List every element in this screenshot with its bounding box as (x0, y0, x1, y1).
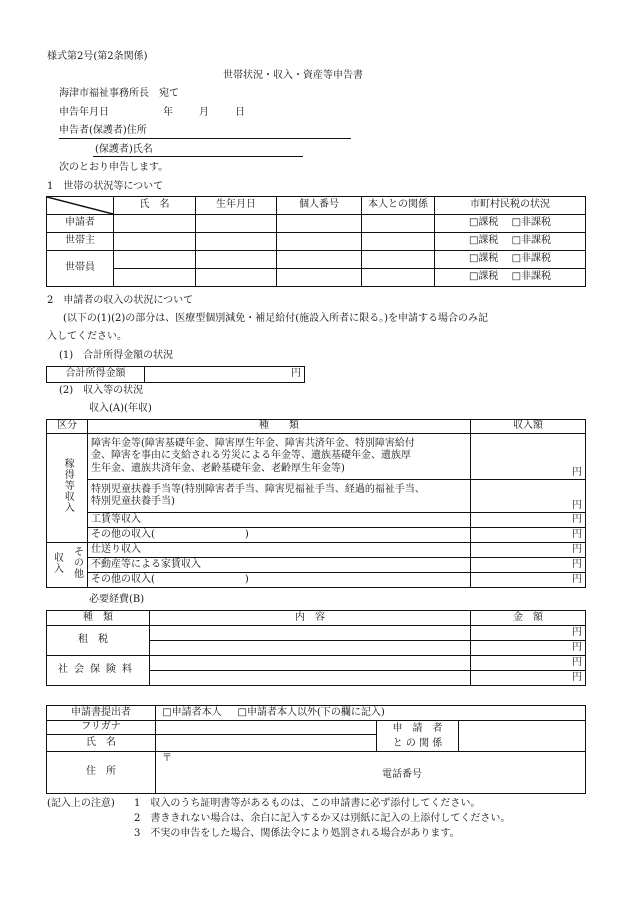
address-label: 住 所 (47, 752, 156, 794)
col-name: 氏 名 (114, 197, 196, 215)
tax-status-cell (435, 251, 586, 269)
table-row (47, 233, 586, 251)
day-label: 日 (235, 107, 245, 118)
yen-unit: 円 (572, 499, 582, 511)
tax-exempt-checkbox[interactable]: □非課税 (511, 271, 552, 283)
yen-unit: 円 (572, 558, 582, 570)
other-income-amount[interactable] (471, 573, 586, 588)
month-label: 月 (199, 107, 209, 118)
yen-unit: 円 (291, 368, 301, 380)
submitter-self-checkbox[interactable]: □申請者本人 (162, 706, 222, 718)
birthdate-cell[interactable] (196, 269, 277, 287)
other-income-label-b: その他 (71, 546, 83, 580)
declaration-date-label: 申告年月日 (59, 107, 109, 118)
tax-status-cell (435, 215, 586, 233)
table-row (47, 513, 586, 528)
total-income-field[interactable] (145, 367, 305, 383)
col-category: 区分 (47, 420, 88, 434)
postal-mark: 〒 (162, 753, 172, 764)
col-amount: 収入額 (471, 420, 586, 434)
name-cell[interactable] (114, 251, 196, 269)
relation-label (377, 721, 459, 752)
applicant-name-field[interactable] (93, 156, 303, 157)
year-label: 年 (163, 107, 173, 118)
applicant-name-label: (保護者)氏名 (95, 144, 153, 155)
pension-line1: 障害年金等(障害基礎年金、障害厚生年金、障害共済年金、特別障害給付 (91, 437, 415, 449)
other-income-label-a: 収入 (51, 551, 63, 574)
total-income-label: 合計所得金額 (47, 367, 145, 383)
allowance-amount[interactable] (471, 480, 586, 513)
allowance-line2: 特別児童扶養手当) (91, 496, 175, 507)
other-earned-amount[interactable] (471, 528, 586, 543)
furigana-label: フリガナ (47, 721, 156, 735)
expense-content-cell[interactable] (150, 626, 471, 641)
tax-exempt-checkbox[interactable]: □非課税 (511, 235, 552, 247)
expense-label: 必要経費(B) (89, 594, 145, 605)
other-income-type[interactable]: その他の収入( ) (88, 573, 471, 588)
relation-cell[interactable] (362, 215, 435, 233)
tax-exempt-checkbox[interactable]: □非課税 (511, 217, 552, 229)
expense-content-cell[interactable] (150, 641, 471, 656)
expense-content-cell[interactable] (150, 656, 471, 671)
applicant-address-label: 申告者(保護者)住所 (59, 125, 147, 136)
notes-prefix: (記入上の注意) (47, 798, 115, 809)
table-row (47, 558, 586, 573)
note-item: 3 不実の申告をした場合、関係法令により処罰される場合があります。 (134, 828, 460, 839)
birthdate-cell[interactable] (196, 215, 277, 233)
my-number-cell[interactable] (277, 269, 362, 287)
yen-unit: 円 (572, 528, 582, 540)
taxed-checkbox[interactable]: □課税 (468, 235, 499, 247)
pension-line3: 生年金、遺族共済年金、老齢基礎年金、老齢厚生年金等) (91, 462, 345, 474)
other-income-group-b (66, 543, 88, 588)
table-row (47, 215, 586, 233)
insurance-expense-label: 社会保険料 (47, 656, 150, 686)
section2-note-line2: 入してください。 (47, 331, 127, 342)
section2-note-line1: (以下の(1)(2)の部分は、医療型個別減免・補足給付(施設入所者に限る。)を申請する場合のみ記 (63, 313, 489, 324)
relation-field[interactable] (459, 721, 586, 752)
table-row (47, 656, 586, 671)
pension-type (88, 434, 471, 480)
col-birthdate: 生年月日 (196, 197, 277, 215)
intro-text: 次のとおり申告します。 (59, 162, 169, 173)
allowance-line1: 特別児童扶養手当等(特別障害者手当、障害児福祉手当、経過的福祉手当、 (91, 483, 425, 495)
relation-cell[interactable] (362, 269, 435, 287)
tax-exempt-checkbox[interactable]: □非課税 (511, 253, 552, 265)
expense-amount-cell[interactable] (471, 671, 586, 686)
address-field[interactable] (156, 752, 586, 794)
form-number: 様式第2号(第2条関係) (47, 51, 148, 62)
furigana-field[interactable] (156, 721, 377, 735)
name-label: 氏 名 (47, 735, 156, 752)
table-row (47, 543, 586, 558)
name-cell[interactable] (114, 215, 196, 233)
earned-income-group (47, 434, 88, 543)
relation-cell[interactable] (362, 251, 435, 269)
relation-label-line2: と の 関 係 (392, 738, 443, 749)
row-label-applicant: 申請者 (47, 215, 114, 233)
pension-amount[interactable] (471, 434, 586, 480)
submitter-table (46, 705, 586, 794)
yen-unit: 円 (572, 466, 582, 478)
col-expense-type: 種 類 (47, 611, 150, 626)
expense-content-cell[interactable] (150, 671, 471, 686)
relation-label-line1: 申 請 者 (392, 723, 443, 734)
taxed-checkbox[interactable]: □課税 (468, 271, 499, 283)
submitter-options (156, 706, 586, 721)
taxed-checkbox[interactable]: □課税 (468, 253, 499, 265)
tax-status-cell (435, 233, 586, 251)
birthdate-cell[interactable] (196, 233, 277, 251)
col-expense-amount: 金 額 (471, 611, 586, 626)
household-table (46, 196, 586, 287)
col-type: 種 類 (88, 420, 471, 434)
tax-status-cell (435, 269, 586, 287)
expense-amount-cell[interactable] (471, 626, 586, 641)
yen-unit: 円 (572, 656, 582, 668)
allowance-type (88, 480, 471, 513)
table-row (47, 626, 586, 641)
remit-amount[interactable] (471, 543, 586, 558)
expense-amount-cell[interactable] (471, 656, 586, 671)
col-my-number: 個人番号 (277, 197, 362, 215)
expense-amount-cell[interactable] (471, 641, 586, 656)
pension-line2: 金、障害を事由に支給される労災による年金等、遺族基礎年金、遺族厚 (91, 450, 411, 462)
expense-table (46, 610, 586, 686)
rent-income-type: 不動産等による家賃収入 (88, 558, 471, 573)
my-number-cell[interactable] (277, 251, 362, 269)
table-row (47, 528, 586, 543)
note-item: 2 書ききれない場合は、余白に記入するか又は別紙に記入の上添付してください。 (134, 813, 511, 824)
row-label-householder: 世帯主 (47, 233, 114, 251)
col-relation: 本人との関係 (362, 197, 435, 215)
note-item: 1 収入のうち証明書等があるものは、この申請書に必ず添付してください。 (134, 798, 481, 809)
name-cell[interactable] (114, 233, 196, 251)
yen-unit: 円 (572, 641, 582, 653)
phone-label: 電話番号 (382, 769, 422, 780)
yen-unit: 円 (572, 671, 582, 683)
my-number-cell[interactable] (277, 215, 362, 233)
birthdate-cell[interactable] (196, 251, 277, 269)
other-earned-type[interactable]: その他の収入( ) (88, 528, 471, 543)
row-label-member: 世帯員 (47, 251, 114, 287)
income-a-label: 収入(A)(年収) (89, 403, 152, 414)
other-income-group-a (47, 543, 66, 588)
diagonal-line (47, 197, 113, 214)
subsection2-heading: (2) 収入等の状況 (59, 385, 144, 396)
addressee: 海津市福祉事務所長 宛て (59, 88, 179, 99)
name-field[interactable] (156, 735, 377, 752)
table-row (47, 480, 586, 513)
table-row (47, 434, 586, 480)
yen-unit: 円 (572, 513, 582, 525)
section2-heading: 2 申請者の収入の状況について (47, 295, 194, 306)
subsection1-heading: (1) 合計所得金額の状況 (59, 350, 174, 361)
table-row (47, 573, 586, 588)
page-title: 世帯状況・収入・資産等申告書 (223, 70, 363, 81)
yen-unit: 円 (572, 626, 582, 638)
applicant-address-field[interactable] (59, 138, 351, 139)
tax-expense-label: 租税 (47, 626, 150, 656)
submitter-label: 申請書提出者 (47, 706, 156, 721)
wage-type: 工賃等収入 (88, 513, 471, 528)
yen-unit: 円 (572, 543, 582, 555)
total-income-table (46, 366, 305, 383)
submitter-other-checkbox[interactable]: □申請者本人以外(下の欄に記入) (237, 706, 385, 718)
name-cell[interactable] (114, 269, 196, 287)
income-table (46, 419, 586, 588)
col-tax-status: 市町村民税の状況 (435, 197, 586, 215)
earned-income-label: 稼得等収入 (62, 458, 74, 514)
allowance-remit-type: 仕送り収入 (88, 543, 471, 558)
relation-cell[interactable] (362, 233, 435, 251)
table-row (47, 251, 586, 269)
yen-unit: 円 (572, 573, 582, 585)
rent-amount[interactable] (471, 558, 586, 573)
col-expense-content: 内 容 (150, 611, 471, 626)
section1-heading: 1 世帯の状況等について (47, 181, 164, 192)
taxed-checkbox[interactable]: □課税 (468, 217, 499, 229)
diagonal-header-cell (47, 197, 114, 215)
wage-amount[interactable] (471, 513, 586, 528)
my-number-cell[interactable] (277, 233, 362, 251)
table-row (47, 269, 586, 287)
